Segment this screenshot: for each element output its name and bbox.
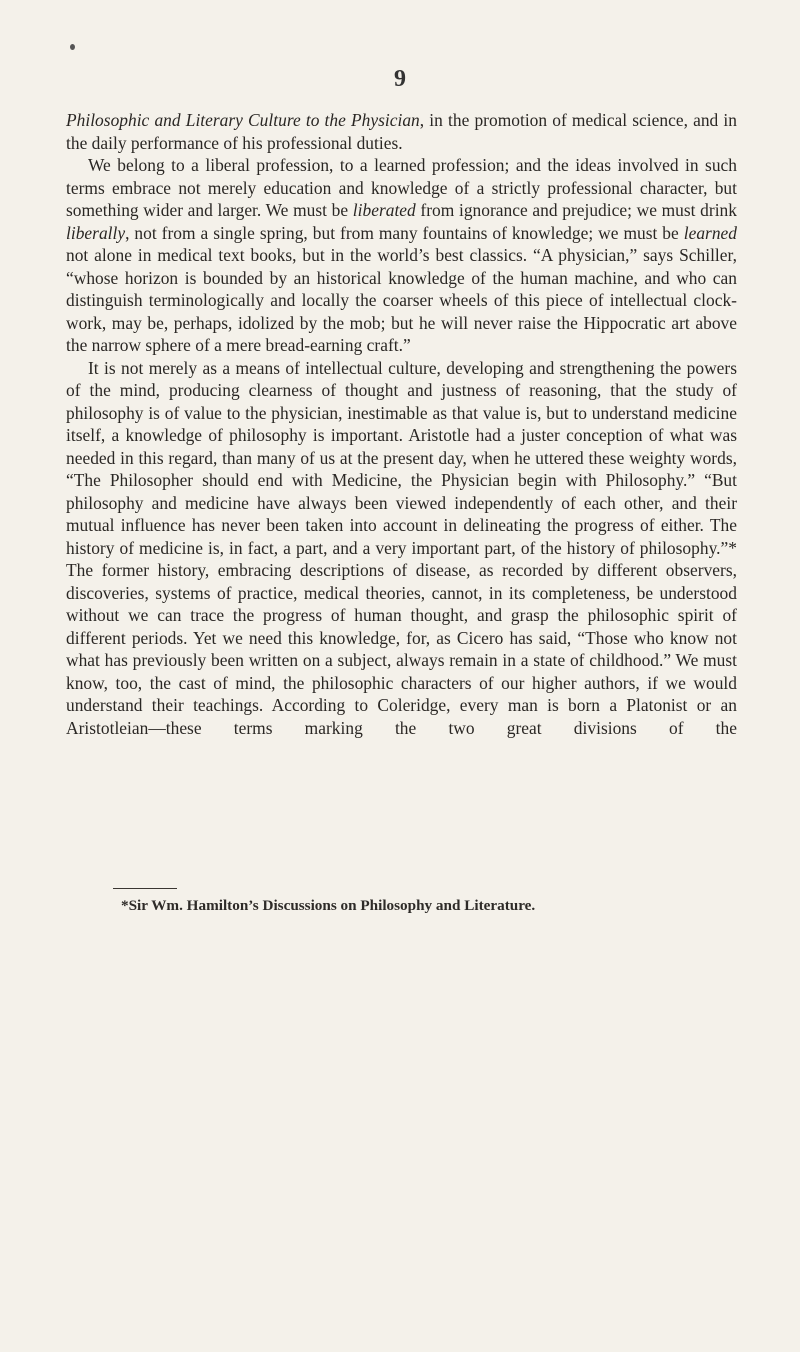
- paragraph-1: [66, 109, 737, 154]
- text-run: We belong to a liberal profession, to a learned profession; and the ideas involved in such terms embrace not merely education and knowledge of a strictly professional character, but something wider and larger. We must be: [66, 155, 737, 220]
- page-number: 9: [394, 66, 406, 92]
- text-run: not alone in medical text books, but in the world’s best classics. “A physician,” says Schiller, “whose horizon is bounded by an historical knowledge of the human machine, and who can distinguish terminologically and locally the coarser wheels of this piece of intellectual clock-work, may be, perhaps, idolized by the mob; but he will never raise the Hippocratic art above the narrow sphere of a mere bread-earning craft.”: [66, 245, 737, 355]
- body-text: [66, 109, 737, 739]
- ink-speck: [70, 44, 75, 50]
- paragraph-2: [66, 154, 737, 357]
- text-run: , not from a single spring, but from many fountains of knowledge; we must be: [125, 222, 684, 243]
- text-run: It is not merely as a means of intellectual culture, developing and strengthening the powers of the mind, producing clearness of thought and justness of reasoning, that the study of philosophy is of value to the physician, inestimable as that value is, but to understand medicine itself, a knowledge of philosophy is important. Aristotle had a juster conception of what was needed in this regard, than many of us at the present day, when he uttered these weighty words, “The Philosopher should end with Medicine, the Physician begin with Philosophy.” “But philosophy and medicine have always been viewed independently of each other, and their mutual influence has never been taken into account in delineating the progress of either. The history of medicine is, in fact, a part, and a very important part, of the history of philosophy.”* The former history, embracing descriptions of disease, as recorded by different observers, discoveries, systems of practice, medical theories, cannot, in its completeness, be understood without we can trace the progress of human thought, and grasp the philosophic spirit of different periods. Yet we need this knowledge, for, as Cicero has said, “Those who know not what has previously been written on a subject, always remain in a state of childhood.” We must know, too, the cast of mind, the philosophic characters of our higher authors, if we would understand their teachings. According to Coleridge, every man is born a Platonist or an Aristotleian—these terms marking the two great divisions of the: [66, 357, 737, 738]
- footnote: *Sir Wm. Hamilton’s Discussions on Philosophy and Literature.: [121, 897, 536, 914]
- text-run: , in the promotion of medical science, and in the daily performance of his professional duties.: [66, 110, 737, 153]
- italic-run: liberated: [352, 200, 416, 220]
- paragraph-3: [66, 357, 737, 740]
- footnote-rule: [113, 888, 177, 889]
- text-run: from ignorance and prejudice; we must drink: [415, 200, 737, 220]
- italic-run: Philosophic and Literary Culture to the Physician: [66, 110, 420, 130]
- italic-run: learned: [683, 222, 737, 243]
- italic-run: liberally: [66, 222, 126, 243]
